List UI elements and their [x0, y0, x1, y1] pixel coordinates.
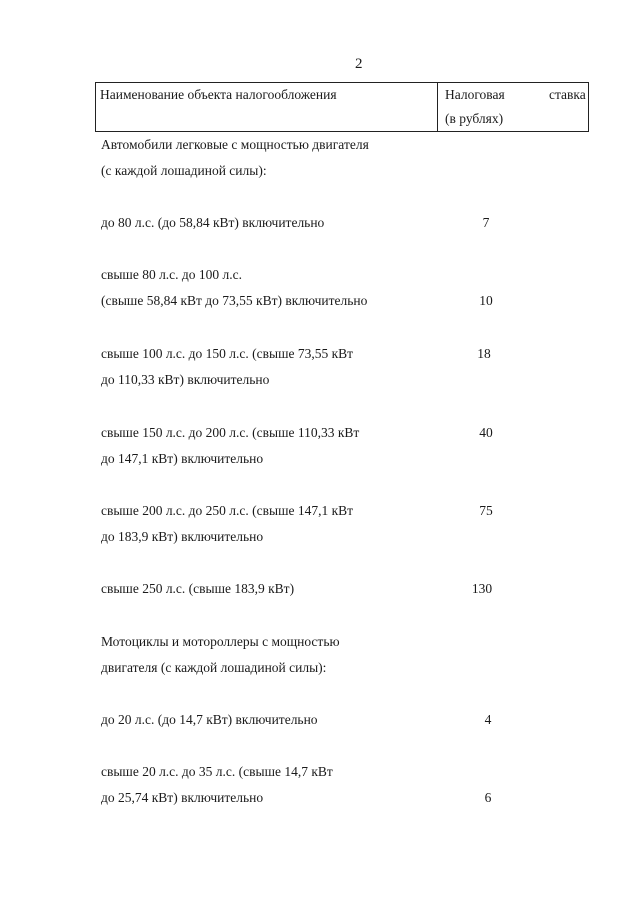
table-header — [95, 82, 589, 132]
moto-row-2-line1: свыше 20 л.с. до 35 л.с. (свыше 14,7 кВт — [101, 764, 333, 779]
car-row-2-line1: свыше 80 л.с. до 100 л.с. — [101, 267, 243, 282]
car-row-2-rate: 10 — [479, 293, 493, 308]
car-row-5-rate: 75 — [479, 503, 493, 518]
moto-row-1-rate: 4 — [484, 712, 492, 727]
car-row-5-line2: до 183,9 кВт) включительно — [101, 529, 264, 544]
car-row-4-line2: до 147,1 кВт) включительно — [101, 451, 264, 466]
moto-row-2-line2: до 25,74 кВт) включительно — [101, 790, 264, 805]
header-rate-word2: ставка — [549, 87, 586, 102]
header-rate-unit: (в рублях) — [445, 111, 504, 126]
car-row-4-line1: свыше 150 л.с. до 200 л.с. (свыше 110,33 кВт — [101, 425, 360, 440]
car-row-4-rate: 40 — [479, 425, 493, 440]
header-object-column: Наименование объекта налогообложения — [100, 87, 337, 102]
header-rate-word1: Налоговая — [445, 87, 505, 102]
moto-heading-line1: Мотоциклы и мотороллеры с мощностью — [101, 634, 340, 649]
car-row-3-line1: свыше 100 л.с. до 150 л.с. (свыше 73,55 кВт — [101, 346, 354, 361]
car-row-3-rate: 18 — [477, 346, 491, 361]
cars-heading-line1: Автомобили легковые с мощностью двигателя — [101, 137, 369, 152]
moto-row-1-line1: до 20 л.с. (до 14,7 кВт) включительно — [101, 712, 318, 727]
car-row-6-rate: 130 — [471, 581, 493, 596]
page-number: 2 — [355, 56, 363, 72]
car-row-6-line1: свыше 250 л.с. (свыше 183,9 кВт) — [101, 581, 295, 596]
car-row-2-line2: (свыше 58,84 кВт до 73,55 кВт) включительно — [101, 293, 368, 308]
column-divider — [437, 83, 438, 131]
cars-heading-line2: (с каждой лошадиной силы): — [101, 163, 267, 178]
car-row-5-line1: свыше 200 л.с. до 250 л.с. (свыше 147,1 кВт — [101, 503, 354, 518]
car-row-1-line1: до 80 л.с. (до 58,84 кВт) включительно — [101, 215, 325, 230]
car-row-1-rate: 7 — [482, 215, 490, 230]
moto-heading-line2: двигателя (с каждой лошадиной силы): — [101, 660, 327, 675]
moto-row-2-rate: 6 — [484, 790, 492, 805]
car-row-3-line2: до 110,33 кВт) включительно — [101, 372, 270, 387]
